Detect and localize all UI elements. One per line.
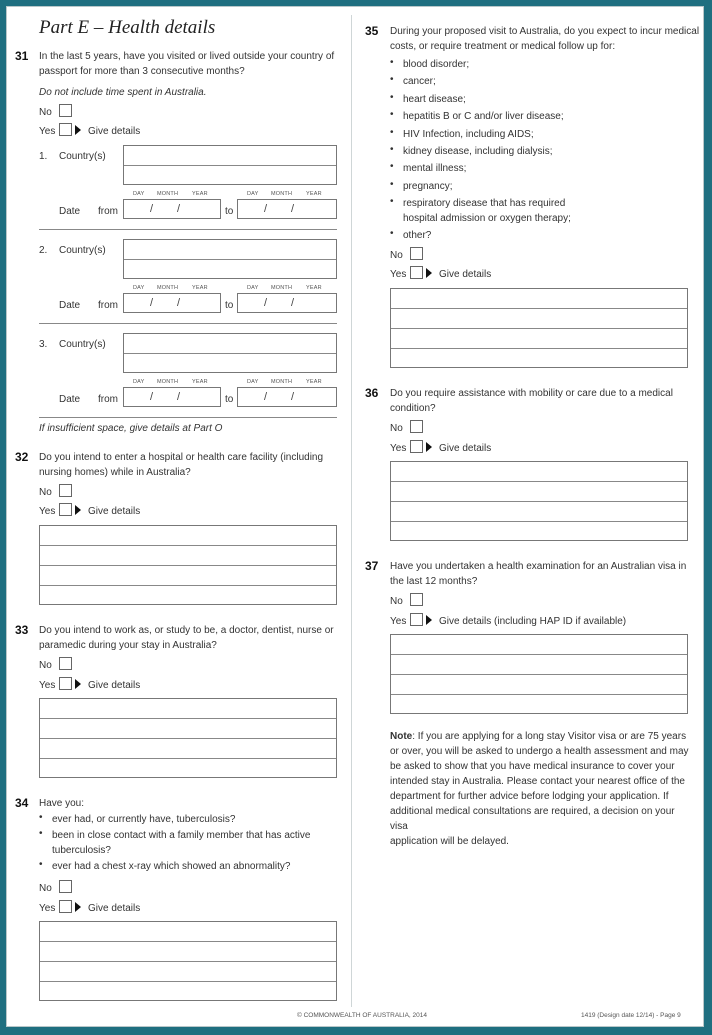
date-from-day-label: DAY [133, 379, 145, 385]
q34-bullet-3: ever had a chest x-ray which showed an abnormality? [52, 861, 291, 872]
bullet-icon: • [390, 109, 394, 120]
from-label: from [98, 300, 118, 311]
date-label: Date [59, 394, 81, 405]
date-to-day-label: DAY [247, 285, 259, 291]
q37-give-details: Give details (including HAP ID if available) [439, 616, 627, 627]
date-from-month-label: MONTH [157, 191, 179, 197]
footer-form-id: 1419 (Design date 12/14) - Page 9 [581, 1012, 681, 1019]
q34-no-label: No [39, 883, 52, 894]
q34-yes-checkbox[interactable] [59, 900, 72, 913]
arrow-right-icon [75, 902, 81, 912]
q34-number: 34 [15, 796, 29, 810]
bullet-icon: • [390, 161, 394, 172]
q37-yes-checkbox[interactable] [410, 613, 423, 626]
q33-no-label: No [39, 660, 52, 671]
country-2-number: 2. [39, 245, 48, 256]
note-paragraph [390, 729, 690, 849]
date-from-month-label: MONTH [157, 379, 179, 385]
bullet-icon: • [390, 179, 394, 190]
divider [39, 229, 337, 230]
bullet-icon: • [39, 812, 43, 823]
q32-yes-checkbox[interactable] [59, 503, 72, 516]
q31-give-details: Give details [88, 126, 141, 137]
arrow-right-icon [426, 615, 432, 625]
q35-bullet-9: respiratory disease that has required [403, 198, 566, 209]
q33-yes-label: Yes [39, 680, 56, 691]
q31-overflow-note: If insufficient space, give details at Part O [39, 423, 223, 434]
q35-bullet-2: cancer; [403, 76, 436, 87]
q35-bullet-1: blood disorder; [403, 59, 470, 70]
from-label: from [98, 206, 118, 217]
q34-bullet-1: ever had, or currently have, tuberculosis? [52, 814, 236, 825]
divider [39, 323, 337, 324]
q32-text-line1: Do you intend to enter a hospital or health care facility (including [39, 452, 324, 463]
bullet-icon: • [390, 57, 394, 68]
to-label: to [225, 206, 234, 217]
q32-no-label: No [39, 487, 52, 498]
arrow-right-icon [75, 505, 81, 515]
note-line-4: intended stay in Australia. Please contact your nearest office of the [390, 776, 685, 787]
q36-yes-label: Yes [390, 443, 407, 454]
bullet-icon: • [39, 859, 43, 870]
q34-no-checkbox[interactable] [59, 880, 72, 893]
date-label: Date [59, 300, 81, 311]
q31-note: Do not include time spent in Australia. [39, 87, 207, 98]
q33-number: 33 [15, 623, 29, 637]
country-3-number: 3. [39, 339, 48, 350]
date-to-day-label: DAY [247, 191, 259, 197]
bullet-icon: • [390, 92, 394, 103]
date-to-month-label: MONTH [271, 285, 293, 291]
q36-text-line2: condition? [390, 403, 436, 414]
q33-yes-checkbox[interactable] [59, 677, 72, 690]
date-from-year-label: YEAR [192, 379, 208, 385]
bullet-icon: • [390, 196, 394, 207]
country-2-label: Country(s) [59, 245, 106, 256]
q36-give-details: Give details [439, 443, 492, 454]
bullet-icon: • [390, 228, 394, 239]
q33-give-details: Give details [88, 680, 141, 691]
date-to-year-label: YEAR [306, 191, 322, 197]
note-line-3: be asked to show that you have medical insurance to cover your [390, 761, 675, 772]
q35-no-checkbox[interactable] [410, 247, 423, 260]
q35-yes-checkbox[interactable] [410, 266, 423, 279]
q31-yes-label: Yes [39, 126, 56, 137]
date-to-day-label: DAY [247, 379, 259, 385]
q35-yes-label: Yes [390, 269, 407, 280]
country-3-date-to-input[interactable]: / / [237, 387, 337, 407]
country-2-date-to-input[interactable]: / / [237, 293, 337, 313]
q31-yes-checkbox[interactable] [59, 123, 72, 136]
to-label: to [225, 300, 234, 311]
date-to-year-label: YEAR [306, 285, 322, 291]
from-label: from [98, 394, 118, 405]
country-3-label: Country(s) [59, 339, 106, 350]
q33-details-input[interactable] [39, 698, 337, 778]
q35-bullet-9-cont: hospital admission or oxygen therapy; [403, 213, 571, 224]
date-label: Date [59, 206, 81, 217]
q37-number: 37 [365, 559, 379, 573]
q32-number: 32 [15, 450, 29, 464]
country-1-date-from-input[interactable]: / / [123, 199, 221, 219]
q36-yes-checkbox[interactable] [410, 440, 423, 453]
q37-no-label: No [390, 596, 403, 607]
q34-yes-label: Yes [39, 903, 56, 914]
q37-details-input[interactable] [390, 634, 688, 714]
q35-give-details: Give details [439, 269, 492, 280]
q35-number: 35 [365, 24, 379, 38]
date-from-year-label: YEAR [192, 285, 208, 291]
q35-details-input[interactable] [390, 288, 688, 368]
country-3-date-from-input[interactable]: / / [123, 387, 221, 407]
q36-no-label: No [390, 423, 403, 434]
q36-details-input[interactable] [390, 461, 688, 541]
q37-text-line1: Have you undertaken a health examination for an Australian visa in [390, 561, 687, 572]
bullet-icon: • [390, 74, 394, 85]
country-2-input[interactable] [123, 239, 337, 279]
country-2-date-from-input[interactable]: / / [123, 293, 221, 313]
q31-no-checkbox[interactable] [59, 104, 72, 117]
bullet-icon: • [390, 144, 394, 155]
arrow-right-icon [426, 268, 432, 278]
country-1-date-to-input[interactable]: / / [237, 199, 337, 219]
q34-text: Have you: [39, 798, 85, 809]
q35-bullet-5: HIV Infection, including AIDS; [403, 129, 534, 140]
q35-bullet-8: pregnancy; [403, 181, 453, 192]
date-from-year-label: YEAR [192, 191, 208, 197]
country-1-number: 1. [39, 151, 48, 162]
q31-number: 31 [15, 49, 29, 63]
q34-bullet-2: been in close contact with a family member that has active [52, 830, 311, 841]
q32-yes-label: Yes [39, 506, 56, 517]
q33-no-checkbox[interactable] [59, 657, 72, 670]
note-line-5: department for further advice before lodging your application. If [390, 791, 669, 802]
note-label: Note [390, 731, 413, 742]
arrow-right-icon [75, 679, 81, 689]
footer-copyright: © COMMONWEALTH OF AUSTRALIA, 2014 [297, 1012, 427, 1019]
divider [39, 417, 337, 418]
q31-text-line2: passport for more than 3 consecutive months? [39, 66, 245, 77]
q37-text-line2: the last 12 months? [390, 576, 478, 587]
country-3-input[interactable] [123, 333, 337, 373]
q33-text-line2: paramedic during your stay in Australia? [39, 640, 217, 651]
date-from-day-label: DAY [133, 191, 145, 197]
q34-give-details: Give details [88, 903, 141, 914]
q35-bullet-7: mental illness; [403, 163, 467, 174]
q32-details-input[interactable] [39, 525, 337, 605]
q34-details-input[interactable] [39, 921, 337, 1001]
note-line-2: or over, you will be asked to undergo a health assessment and may [390, 746, 689, 757]
q37-no-checkbox[interactable] [410, 593, 423, 606]
part-title: Part E – Health details [39, 17, 216, 38]
arrow-right-icon [426, 442, 432, 452]
date-from-day-label: DAY [133, 285, 145, 291]
q34-bullet-2-cont: tuberculosis? [52, 845, 111, 856]
q35-no-label: No [390, 250, 403, 261]
to-label: to [225, 394, 234, 405]
q32-give-details: Give details [88, 506, 141, 517]
q37-yes-label: Yes [390, 616, 407, 627]
q35-bullet-6: kidney disease, including dialysis; [403, 146, 553, 157]
q31-text-line1: In the last 5 years, have you visited or lived outside your country of [39, 51, 335, 62]
q32-text-line2: nursing homes) while in Australia? [39, 467, 191, 478]
date-to-year-label: YEAR [306, 379, 322, 385]
date-from-month-label: MONTH [157, 285, 179, 291]
q36-text-line1: Do you require assistance with mobility or care due to a medical [390, 388, 673, 399]
form-page [6, 6, 704, 1027]
q32-no-checkbox[interactable] [59, 484, 72, 497]
note-line-1: : If you are applying for a long stay Visitor visa or are 75 years [412, 731, 687, 742]
q35-bullet-4: hepatitis B or C and/or liver disease; [403, 111, 564, 122]
bullet-icon: • [39, 828, 43, 839]
column-divider [351, 15, 352, 1007]
country-1-input[interactable] [123, 145, 337, 185]
q35-text-line2: costs, or require treatment or medical follow up for: [390, 41, 616, 52]
q36-number: 36 [365, 386, 379, 400]
q35-text-line1: During your proposed visit to Australia, do you expect to incur medical [390, 26, 700, 37]
q33-text-line1: Do you intend to work as, or study to be, a doctor, dentist, nurse or [39, 625, 334, 636]
note-line-7: application will be delayed. [390, 836, 509, 847]
country-1-label: Country(s) [59, 151, 106, 162]
date-to-month-label: MONTH [271, 379, 293, 385]
q35-bullet-3: heart disease; [403, 94, 466, 105]
arrow-right-icon [75, 125, 81, 135]
bullet-icon: • [390, 127, 394, 138]
date-to-month-label: MONTH [271, 191, 293, 197]
q36-no-checkbox[interactable] [410, 420, 423, 433]
q35-bullet-10: other? [403, 230, 432, 241]
note-line-6: additional medical consultations are required, a decision on your visa [390, 806, 675, 832]
q31-no-label: No [39, 107, 52, 118]
